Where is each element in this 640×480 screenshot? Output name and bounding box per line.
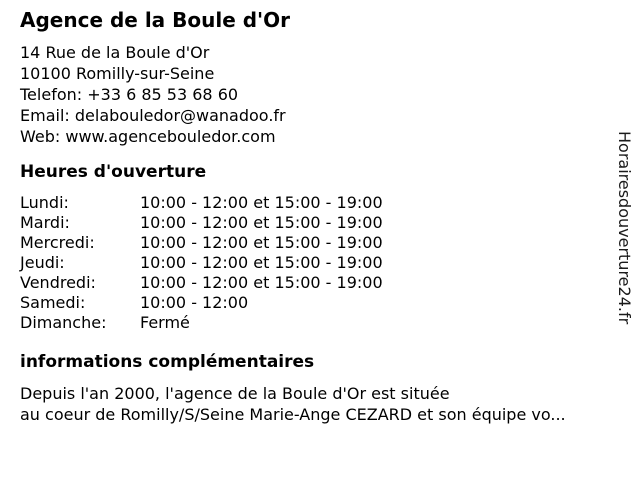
hours-table	[20, 193, 383, 333]
day-hours: 10:00 - 12:00 et 15:00 - 19:00	[140, 253, 383, 272]
email-value: delabouledor@wanadoo.fr	[74, 106, 286, 125]
phone-label: Telefon:	[20, 85, 83, 104]
phone-value: +33 6 85 53 68 60	[87, 85, 239, 104]
day-label: Jeudi:	[20, 253, 65, 272]
address-line-1: 14 Rue de la Boule d'Or	[20, 43, 210, 62]
info-line-2: au coeur de Romilly/S/Seine Marie-Ange CEZARD et son équipe vo...	[20, 405, 566, 424]
email-label: Email:	[20, 106, 70, 125]
contact-block	[20, 42, 286, 147]
watermark-vertical-text: Horairesdouverture24.fr	[615, 131, 634, 325]
day-label: Vendredi:	[20, 273, 96, 292]
day-label: Dimanche:	[20, 313, 107, 332]
day-hours: 10:00 - 12:00 et 15:00 - 19:00	[140, 273, 383, 292]
hours-row-wednesday	[20, 233, 383, 253]
web-line	[20, 126, 286, 147]
web-label: Web:	[20, 127, 61, 146]
hours-row-saturday	[20, 293, 383, 313]
address-line-2: 10100 Romilly-sur-Seine	[20, 64, 215, 83]
day-label: Mardi:	[20, 213, 70, 232]
email-line	[20, 105, 286, 126]
day-hours: 10:00 - 12:00	[140, 293, 249, 312]
phone-line	[20, 84, 286, 105]
day-hours: 10:00 - 12:00 et 15:00 - 19:00	[140, 193, 383, 212]
additional-info-heading: informations complémentaires	[20, 352, 315, 372]
day-hours: 10:00 - 12:00 et 15:00 - 19:00	[140, 213, 383, 232]
hours-row-friday	[20, 273, 383, 293]
hours-row-monday	[20, 193, 383, 213]
hours-row-thursday	[20, 253, 383, 273]
day-label: Samedi:	[20, 293, 86, 312]
day-closed: Fermé	[140, 313, 190, 332]
hours-heading: Heures d'ouverture	[20, 162, 207, 182]
page-title: Agence de la Boule d'Or	[20, 8, 291, 32]
web-value: www.agencebouledor.com	[65, 127, 276, 146]
day-label: Lundi:	[20, 193, 69, 212]
day-label: Mercredi:	[20, 233, 95, 252]
hours-row-sunday	[20, 313, 383, 333]
additional-info-paragraph	[20, 383, 566, 425]
day-hours: 10:00 - 12:00 et 15:00 - 19:00	[140, 233, 383, 252]
hours-row-tuesday	[20, 213, 383, 233]
info-line-1: Depuis l'an 2000, l'agence de la Boule d'Or est située	[20, 384, 450, 403]
